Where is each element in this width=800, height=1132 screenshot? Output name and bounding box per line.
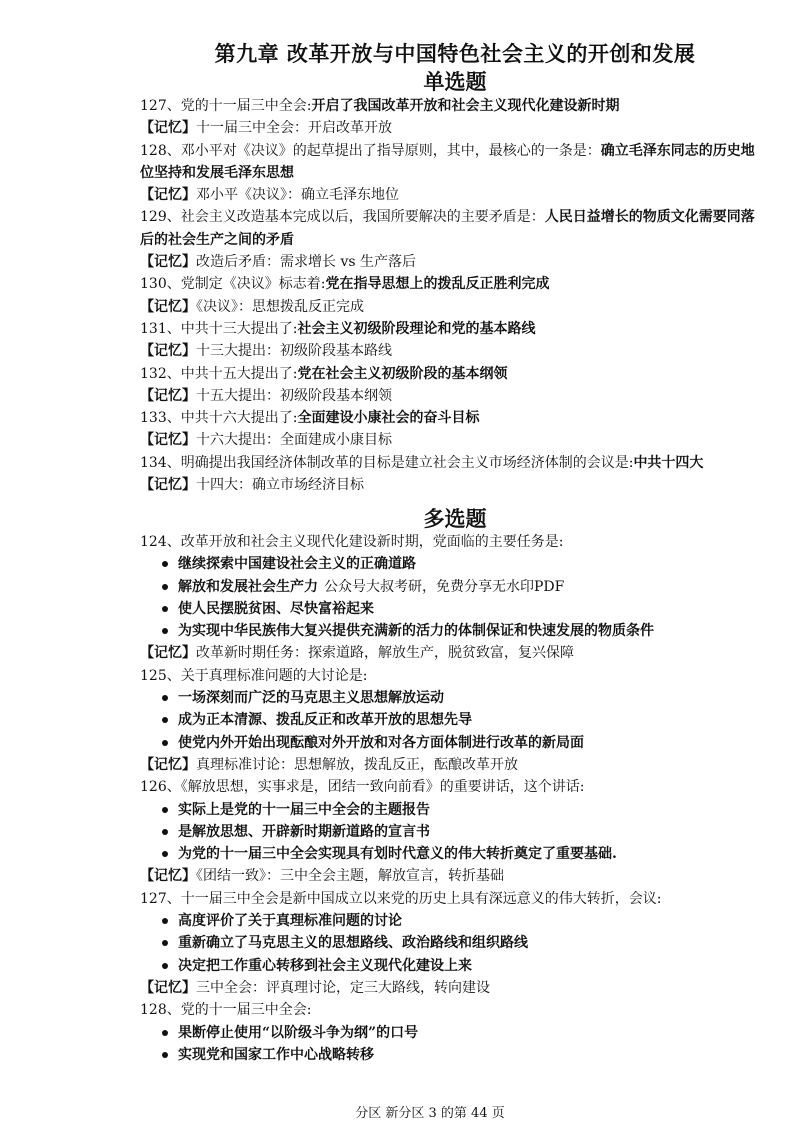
list-item: 一场深刻而广泛的马克思主义思想解放运动 — [162, 687, 760, 709]
list-item: 使人民摆脱贫困、尽快富裕起来 — [162, 598, 760, 620]
question-line: 127、十一届三中全会是新中国成立以来党的历史上具有深远意义的伟大转折，会议: — [140, 890, 662, 907]
question-line: 128、邓小平对《决议》的起草提出了指导原则，其中，最核心的一条是：确立毛泽东同志的历史地位坚持和发展毛泽东思想 — [140, 142, 755, 181]
single-choice-section — [140, 95, 760, 496]
watermark-text: 公众号大叔考研，免费分享无水印PDF — [324, 578, 565, 595]
answer-text: 开启了我国改革开放和社会主义现代化建设新时期 — [311, 98, 620, 114]
list-item: 实际上是党的十一届三中全会的主题报告 — [162, 799, 760, 821]
list-item: 是解放思想、开辟新时期新道路的宣言书 — [162, 821, 760, 843]
question-line: 128、党的十一届三中全会: — [140, 1002, 312, 1019]
list-item: 高度评价了关于真理标准问题的讨论 — [162, 910, 760, 932]
page-footer: 分区 新分区 3 的第 44 页 — [355, 1106, 505, 1121]
option-list — [140, 1022, 760, 1067]
option-list — [140, 687, 760, 754]
question-line: 133、中共十六大提出了:全面建设小康社会的奋斗目标 — [140, 410, 480, 427]
answer-text: 人民日益增长的物质文化需要同落后的社会生产之间的矛盾 — [140, 209, 755, 248]
question-line: 125、关于真理标准问题的大讨论是: — [140, 667, 368, 684]
list-item: 继续探索中国建设社会主义的正确道路 — [162, 553, 760, 575]
answer-text: 全面建设小康社会的奋斗目标 — [297, 410, 480, 427]
memory-line: 【记忆】十三大提出：初级阶段基本路线 — [140, 343, 392, 360]
memory-line: 【记忆】十六大提出：全面建成小康目标 — [140, 432, 392, 449]
memory-line: 【记忆】十五大提出：初级阶段基本纲领 — [140, 387, 392, 404]
option-list — [140, 910, 760, 977]
list-item: 为实现中华民族伟大复兴提供充满新的活力的体制保证和快速发展的物质条件 — [162, 620, 760, 642]
question-line: 134、明确提出我国经济体制改革的目标是建立社会主义市场经济体制的会议是:中共十四大 — [140, 454, 704, 471]
chapter-title: 第九章 改革开放与中国特色社会主义的开创和发展 — [214, 41, 696, 66]
question-line: 124、改革开放和社会主义现代化建设新时期，党面临的主要任务是: — [140, 534, 564, 550]
answer-text: 确立毛泽东同志的历史地位坚持和发展毛泽东思想 — [140, 142, 755, 181]
option-list — [140, 799, 760, 866]
memory-line: 【记忆】《团结一致》：三中全会主题，解放宣言，转折基础 — [140, 868, 504, 885]
question-line: 126、《解放思想，实事求是，团结一致向前看》的重要讲话，这个讲话: — [140, 779, 585, 796]
single-choice-heading: 单选题 — [423, 69, 487, 94]
list-item: 实现党和国家工作中心战略转移 — [162, 1044, 760, 1066]
memory-line: 【记忆】三中全会：评真理讨论，定三大路线，转向建设 — [140, 979, 490, 996]
multi-choice-section — [140, 531, 760, 1066]
question-line: 132、中共十五大提出了:党在社会主义初级阶段的基本纲领 — [140, 365, 508, 382]
list-item: 果断停止使用“以阶级斗争为纲”的口号 — [162, 1022, 760, 1044]
list-item: 成为正本清源、拨乱反正和改革开放的思想先导 — [162, 709, 760, 731]
question-line: 130、党制定《决议》标志着:党在指导思想上的拨乱反正胜利完成 — [140, 276, 550, 293]
memory-line: 【记忆】十一届三中全会：开启改革开放 — [140, 120, 392, 137]
memory-line: 【记忆】《决议》：思想拨乱反正完成 — [140, 298, 364, 315]
list-item: 决定把工作重心转移到社会主义现代化建设上来 — [162, 955, 760, 977]
list-item: 使党内外开始出现酝酿对外开放和对各方面体制进行改革的新局面 — [162, 732, 760, 754]
question-line: 127、党的十一届三中全会:开启了我国改革开放和社会主义现代化建设新时期 — [140, 98, 620, 114]
memory-line: 【记忆】邓小平《决议》：确立毛泽东地位 — [140, 187, 399, 204]
answer-text: 党在社会主义初级阶段的基本纲领 — [297, 365, 508, 382]
answer-text: 中共十四大 — [633, 454, 704, 471]
memory-line: 【记忆】十四大：确立市场经济目标 — [140, 477, 364, 494]
list-item: 解放和发展社会生产力 公众号大叔考研，免费分享无水印PDF — [162, 576, 760, 598]
answer-text: 社会主义初级阶段理论和党的基本路线 — [297, 320, 536, 337]
list-item: 为党的十一届三中全会实现具有划时代意义的伟大转折奠定了重要基础. — [162, 843, 760, 865]
answer-text: 党在指导思想上的拨乱反正胜利完成 — [325, 276, 550, 293]
question-line: 131、中共十三大提出了:社会主义初级阶段理论和党的基本路线 — [140, 320, 536, 337]
memory-line: 【记忆】改革新时期任务：探索道路，解放生产，脱贫致富，复兴保障 — [140, 645, 574, 662]
memory-line: 【记忆】真理标准讨论：思想解放，拨乱反正，酝酿改革开放 — [140, 756, 518, 773]
memory-line: 【记忆】改造后矛盾：需求增长 vs 生产落后 — [140, 254, 416, 271]
question-line: 129、社会主义改造基本完成以后，我国所要解决的主要矛盾是：人民日益增长的物质文化需要同落后的社会生产之间的矛盾 — [140, 209, 755, 248]
multi-choice-heading: 多选题 — [423, 506, 487, 531]
option-list — [140, 553, 760, 642]
list-item: 重新确立了马克思主义的思想路线、政治路线和组织路线 — [162, 932, 760, 954]
